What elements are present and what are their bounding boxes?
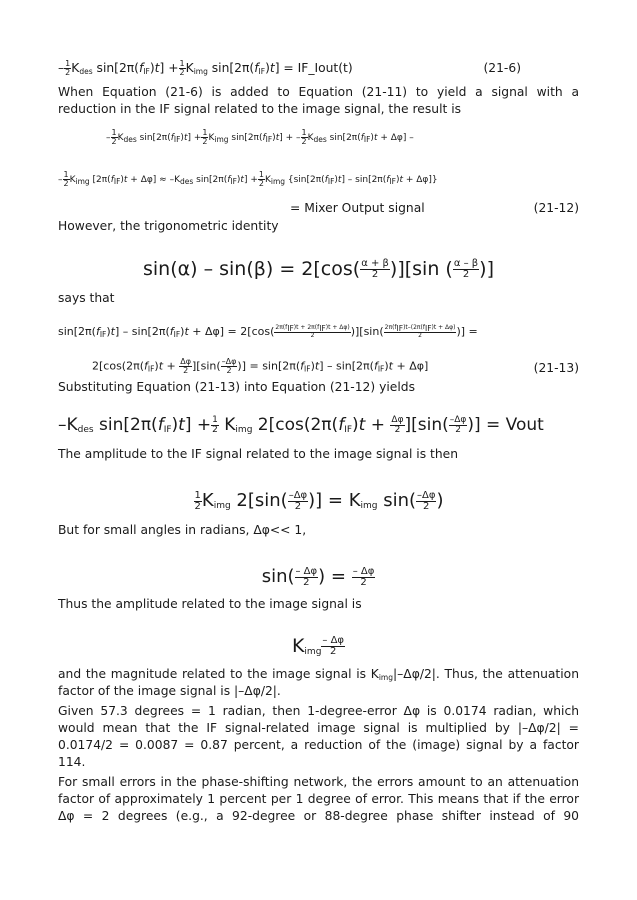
equation-number: (21-12) bbox=[533, 201, 579, 215]
paragraph-line: When Equation (21-6) is added to Equation (21-11) to yield a signal with a bbox=[58, 85, 579, 99]
paragraph-line: would mean that the IF signal-related image signal is multiplied by |–Δφ/2| = bbox=[58, 721, 579, 735]
paragraph-line: Substituting Equation (21-13) into Equation (21-12) yields bbox=[58, 380, 415, 394]
amplitude-equation: $\frac{1}{2}$ $K_{img}$ 2[sin( $\frac{-\Delta\varphi}{2}$ )] = $K_{img}$ sin( $\frac{-\Delta\varphi}{2}$ ) bbox=[194, 489, 444, 512]
equation-number: (21-13) bbox=[533, 361, 579, 375]
equation-21-13-line-1: $\sin[2\pi(f_{IF})t] - \sin[2\pi(f_{IF})t + \Delta\varphi] = 2[\cos$( $2\pi(f_{IF})t + 2\pi(f_{IF})t + \Delta\varphi$) 2 )][sin( $2\pi(f_{IF})t-(2\pi(f_{IF})t + \Delta\varphi)$ 2 )] = bbox=[58, 323, 478, 340]
paragraph-line: Δφ = 2 degrees (e.g., a 92-degree or 88-degree phase shifter instead of 90 bbox=[58, 809, 579, 823]
paragraph-line: says that bbox=[58, 291, 115, 305]
paragraph-line: and the magnitude related to the image signal is $K_{img}|-\Delta\varphi/2|$. Thus, the attenuation bbox=[58, 667, 579, 682]
paragraph-line: Thus the amplitude related to the image signal is bbox=[58, 597, 362, 611]
paragraph-line: For small errors in the phase-shifting network, the errors amount to an attenuation bbox=[58, 775, 579, 789]
paragraph-line: 114. bbox=[58, 755, 86, 769]
small-angle-equation: sin( $\frac{- \Delta\varphi}{2}$ ) = $\frac{- \Delta\varphi}{2}$ bbox=[261, 565, 375, 588]
equation-21-12-line-1: – $\frac{1}{2}$ $K_{des}$ $\sin[2\pi(f_{IF})t]$ + $\frac{1}{2}$ $K_{img}$ $\sin[2\pi(f_{IF})t]$ + – $\frac{1}{2}$ $K_{des}$ $\sin[2\pi(f_{IF})t + \Delta\varphi]$ – bbox=[106, 128, 414, 146]
paragraph-line: Given 57.3 degrees = 1 radian, then 1-degree-error Δφ is 0.0174 radian, which bbox=[58, 704, 579, 718]
paragraph-line: The amplitude to the IF signal related to the image signal is then bbox=[58, 447, 459, 461]
equation-number: (21-6) bbox=[483, 61, 521, 75]
vout-equation: $-K_{des}$ $\sin[2\pi(f_{IF})t]$ + $\frac{1}{2}$ $K_{img}$ $2[\cos(2\pi(f_{IF})t$ + $\frac{\Delta\varphi}{2}$ ][sin( $\frac{-\Delta\varphi}{2}$ )] = Vout bbox=[58, 414, 544, 435]
paragraph-line: factor of the image signal is |–Δφ/2|. bbox=[58, 684, 281, 698]
equation-21-6: – $\frac{1}{2}$ $K_{des}$ $\sin[2\pi(f_{IF})t]$ + $\frac{1}{2}$ $K_{img}$ $\sin[2\pi(f_{IF})t]$ = IF_Iout(t) (21-6) bbox=[58, 59, 521, 77]
trig-identity-equation: sin(α) – sin(β) = 2[cos( $\frac{\alpha + \beta}{2}$ )][sin ( $\frac{\alpha - \beta}{2}$ )] bbox=[142, 258, 494, 280]
image-amplitude-equation: $K_{img}$ $\frac{- \Delta\varphi}{2}$ bbox=[291, 635, 345, 657]
equation-21-12-line-2: – $\frac{1}{2}$ $K_{img}$ $[2\pi(f_{IF})t + \Delta\varphi] \approx -K_{des}$ $\sin[2\pi(f_{IF})t]$ + $\frac{1}{2}$ $K_{img}$ $\{\sin[2\pi(f_{IF})t] - \sin[2\pi(f_{IF})t + \Delta\varphi]\}$ bbox=[58, 170, 438, 188]
equation-21-13-line-2: $2[\cos(2\pi(f_{IF})t$ + $\frac{\Delta\varphi}{2}$ ][sin( $\frac{-\Delta\varphi}{2}$ )] = $\sin[2\pi(f_{IF})t] - \sin[2\pi(f_{IF})t + \Delta\varphi]$ bbox=[92, 357, 429, 375]
equation-21-12-result: = Mixer Output signal bbox=[290, 201, 425, 215]
paragraph-line: reduction in the IF signal related to the image signal, the result is bbox=[58, 102, 462, 116]
paragraph-line: But for small angles in radians, Δφ<< 1, bbox=[58, 523, 307, 537]
paragraph-line: factor of approximately 1 percent per 1 degree of error. This means that if the error bbox=[58, 792, 579, 806]
paragraph-line: 0.0174/2 = 0.0087 = 0.87 percent, a reduction of the (image) signal by a factor bbox=[58, 738, 579, 752]
paragraph-line: However, the trigonometric identity bbox=[58, 219, 279, 233]
